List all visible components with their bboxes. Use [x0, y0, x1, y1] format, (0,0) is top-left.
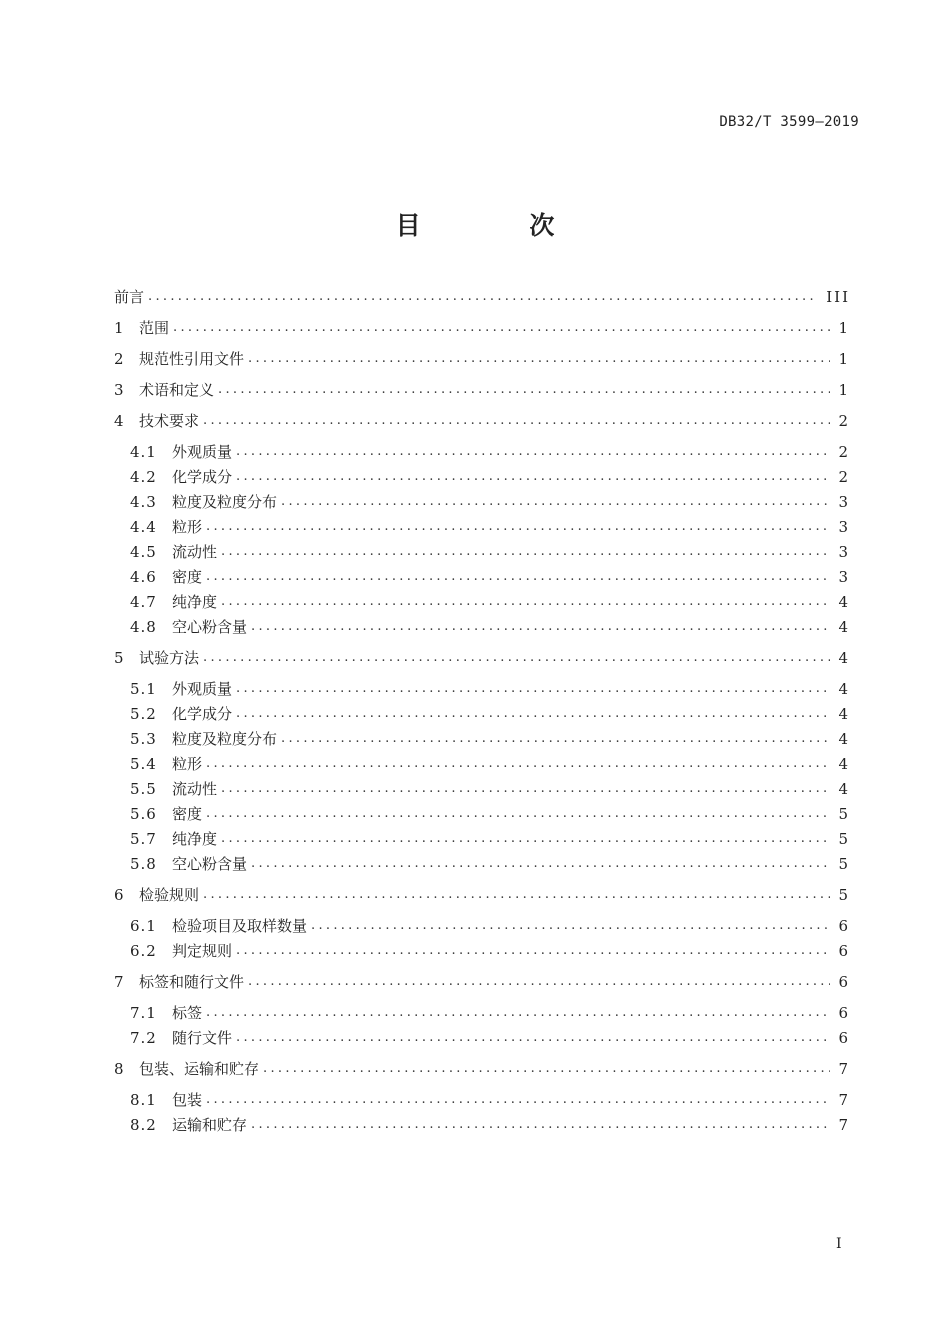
toc-entry[interactable]: [114, 678, 850, 700]
toc-entry-page: 4: [838, 755, 850, 773]
toc-entry-title: 标签和随行文件: [139, 973, 245, 991]
toc-dot-leader: [251, 616, 830, 638]
toc-entry[interactable]: [114, 491, 850, 513]
toc-entry-title: 技术要求: [139, 412, 200, 430]
toc-dot-leader: [281, 728, 830, 750]
toc-entry[interactable]: [114, 803, 850, 825]
toc-entry[interactable]: [114, 753, 850, 775]
toc-entry[interactable]: [114, 317, 850, 339]
toc-dot-leader: [203, 884, 830, 906]
toc-entry[interactable]: [114, 466, 850, 488]
toc-dot-leader: [206, 1089, 830, 1111]
toc-entry-title: 粒度及粒度分布: [172, 730, 278, 748]
toc-dot-leader: [221, 541, 830, 563]
toc-entry[interactable]: [114, 915, 850, 937]
toc-entry[interactable]: [114, 348, 850, 370]
toc-entry-page: 7: [838, 1060, 850, 1078]
toc-entry-title: 包装、运输和贮存: [139, 1060, 260, 1078]
toc-entry-title: 检验项目及取样数量: [172, 917, 308, 935]
toc-entry-title: 密度: [172, 568, 203, 586]
toc-entry-number: 4.7: [130, 593, 157, 611]
toc-entry-number: 5.7: [130, 830, 157, 848]
toc-dot-leader: [206, 516, 830, 538]
toc-entry-number: 5.1: [130, 680, 157, 698]
toc-dot-leader: [236, 441, 830, 463]
toc-entry-page: 2: [838, 468, 850, 486]
toc-entry[interactable]: [114, 1002, 850, 1024]
toc-entry-title: 规范性引用文件: [139, 350, 245, 368]
toc-entry-page: 1: [838, 319, 850, 337]
toc-entry-number: 5.2: [130, 705, 157, 723]
toc-entry-title: 空心粉含量: [172, 618, 248, 636]
toc-entry-number: 1: [114, 319, 125, 337]
toc-dot-leader: [236, 940, 830, 962]
toc-entry-number: 8.2: [130, 1116, 157, 1134]
toc-entry-title: 流动性: [172, 780, 218, 798]
toc-entry[interactable]: [114, 441, 850, 463]
toc-entry[interactable]: [114, 410, 850, 432]
toc-dot-leader: [236, 466, 830, 488]
toc-entry-number: 4.6: [130, 568, 157, 586]
toc-entry-title: 粒形: [172, 518, 203, 536]
toc-dot-leader: [221, 778, 830, 800]
toc-entry-number: 6.2: [130, 942, 157, 960]
toc-entry-number: 6: [114, 886, 125, 904]
toc-entry-title: 粒度及粒度分布: [172, 493, 278, 511]
toc-entry-number: 3: [114, 381, 125, 399]
toc-entry-title: 纯净度: [172, 593, 218, 611]
toc-entry-title: 判定规则: [172, 942, 233, 960]
toc-entry-title: 术语和定义: [139, 381, 215, 399]
toc-entry[interactable]: [114, 728, 850, 750]
toc-entry-title: 包装: [172, 1091, 203, 1109]
toc-dot-leader: [236, 703, 830, 725]
toc-entry-title: 化学成分: [172, 468, 233, 486]
toc-entry-page: 6: [838, 942, 850, 960]
toc-entry-title: 流动性: [172, 543, 218, 561]
toc-entry-title: 标签: [172, 1004, 203, 1022]
toc-dot-leader: [248, 348, 830, 370]
toc-dot-leader: [218, 379, 830, 401]
toc-entry-number: 6.1: [130, 917, 157, 935]
toc-entry-page: 5: [838, 886, 850, 904]
toc-dot-leader: [263, 1058, 830, 1080]
toc-entry-number: 5.3: [130, 730, 157, 748]
toc-entry[interactable]: [114, 1027, 850, 1049]
document-code: DB32/T 3599—2019: [719, 114, 859, 130]
toc-entry-title: 密度: [172, 805, 203, 823]
toc-dot-leader: [251, 1114, 830, 1136]
toc-entry-title: 外观质量: [172, 680, 233, 698]
toc-dot-leader: [311, 915, 830, 937]
toc-entry-page: 4: [838, 780, 850, 798]
toc-entry-page: 5: [838, 805, 850, 823]
toc-entry-title: 外观质量: [172, 443, 233, 461]
toc-entry-number: 7: [114, 973, 125, 991]
toc-dot-leader: [206, 1002, 830, 1024]
toc-entry-page: 6: [838, 917, 850, 935]
toc-entry[interactable]: [114, 566, 850, 588]
toc-entry[interactable]: [114, 1089, 850, 1111]
toc-entry-number: 5: [114, 649, 125, 667]
toc-entry-number: 7.1: [130, 1004, 157, 1022]
toc-entry-page: 6: [838, 973, 850, 991]
toc-entry-number: 4.1: [130, 443, 157, 461]
toc-entry-page: 3: [838, 493, 850, 511]
toc-entry-page: 4: [838, 593, 850, 611]
toc-entry-number: 2: [114, 350, 125, 368]
toc-dot-leader: [251, 853, 830, 875]
toc-entry-page: 4: [838, 618, 850, 636]
toc-dot-leader: [206, 566, 830, 588]
toc-dot-leader: [206, 753, 830, 775]
toc-entry-page: 1: [838, 350, 850, 368]
page-number: I: [836, 1236, 842, 1252]
toc-entry-title: 粒形: [172, 755, 203, 773]
toc-entry-title: 随行文件: [172, 1029, 233, 1047]
toc-entry-page: 5: [838, 830, 850, 848]
toc-entry-page: 4: [838, 680, 850, 698]
toc-entry-number: 4.3: [130, 493, 157, 511]
toc-dot-leader: [236, 678, 830, 700]
toc-entry-page: 3: [838, 568, 850, 586]
toc-entry[interactable]: [114, 778, 850, 800]
toc-entry-page: 4: [838, 649, 850, 667]
toc-dot-leader: [221, 828, 830, 850]
toc-dot-leader: [221, 591, 830, 613]
toc-entry[interactable]: [114, 703, 850, 725]
toc-entry-number: 5.8: [130, 855, 157, 873]
toc-entry[interactable]: [114, 647, 850, 669]
toc-entry-title: 纯净度: [172, 830, 218, 848]
toc-entry-title: 前言: [114, 288, 145, 306]
toc-entry-title: 试验方法: [139, 649, 200, 667]
toc-entry[interactable]: [114, 940, 850, 962]
toc-entry-number: 4.8: [130, 618, 157, 636]
toc-entry-page: 7: [838, 1116, 850, 1134]
toc-dot-leader: [148, 286, 818, 308]
toc-entry[interactable]: [114, 884, 850, 906]
toc-title: 目 次: [395, 211, 605, 240]
toc-entry-number: 4.2: [130, 468, 157, 486]
toc-dot-leader: [281, 491, 830, 513]
toc-entry-page: 6: [838, 1029, 850, 1047]
toc-entry-page: 4: [838, 730, 850, 748]
toc-entry-page: 5: [838, 855, 850, 873]
toc-entry-title: 化学成分: [172, 705, 233, 723]
toc-entry[interactable]: [114, 286, 850, 308]
toc-entry[interactable]: [114, 616, 850, 638]
toc-entry-number: 8: [114, 1060, 125, 1078]
toc-entry-title: 运输和贮存: [172, 1116, 248, 1134]
toc-entry-page: III: [826, 288, 850, 306]
toc-entry-number: 5.4: [130, 755, 157, 773]
toc-entry-number: 5.6: [130, 805, 157, 823]
toc-entry-number: 4.5: [130, 543, 157, 561]
toc-entry-page: 1: [838, 381, 850, 399]
toc-entry-page: 3: [838, 518, 850, 536]
toc-dot-leader: [173, 317, 830, 339]
toc-entry-title: 范围: [139, 319, 170, 337]
toc-entry-number: 8.1: [130, 1091, 157, 1109]
toc-entry-number: 4: [114, 412, 125, 430]
toc-entry-page: 7: [838, 1091, 850, 1109]
toc-entry[interactable]: [114, 541, 850, 563]
toc-dot-leader: [248, 971, 830, 993]
toc-entry[interactable]: [114, 591, 850, 613]
toc-dot-leader: [203, 410, 830, 432]
toc-entry[interactable]: [114, 1114, 850, 1136]
toc-entry-page: 3: [838, 543, 850, 561]
toc-entry-number: 5.5: [130, 780, 157, 798]
toc-dot-leader: [203, 647, 830, 669]
toc-entry-page: 6: [838, 1004, 850, 1022]
toc-entry[interactable]: [114, 853, 850, 875]
toc-entry-page: 2: [838, 443, 850, 461]
toc-entry-page: 2: [838, 412, 850, 430]
toc-entry[interactable]: [114, 971, 850, 993]
toc-entry-title: 空心粉含量: [172, 855, 248, 873]
toc-dot-leader: [206, 803, 830, 825]
toc-entry[interactable]: [114, 1058, 850, 1080]
toc-entry-title: 检验规则: [139, 886, 200, 904]
toc-dot-leader: [236, 1027, 830, 1049]
toc-entry[interactable]: [114, 516, 850, 538]
toc-entry-number: 4.4: [130, 518, 157, 536]
toc-entry[interactable]: [114, 379, 850, 401]
toc-entry[interactable]: [114, 828, 850, 850]
toc-entry-page: 4: [838, 705, 850, 723]
toc-entry-number: 7.2: [130, 1029, 157, 1047]
